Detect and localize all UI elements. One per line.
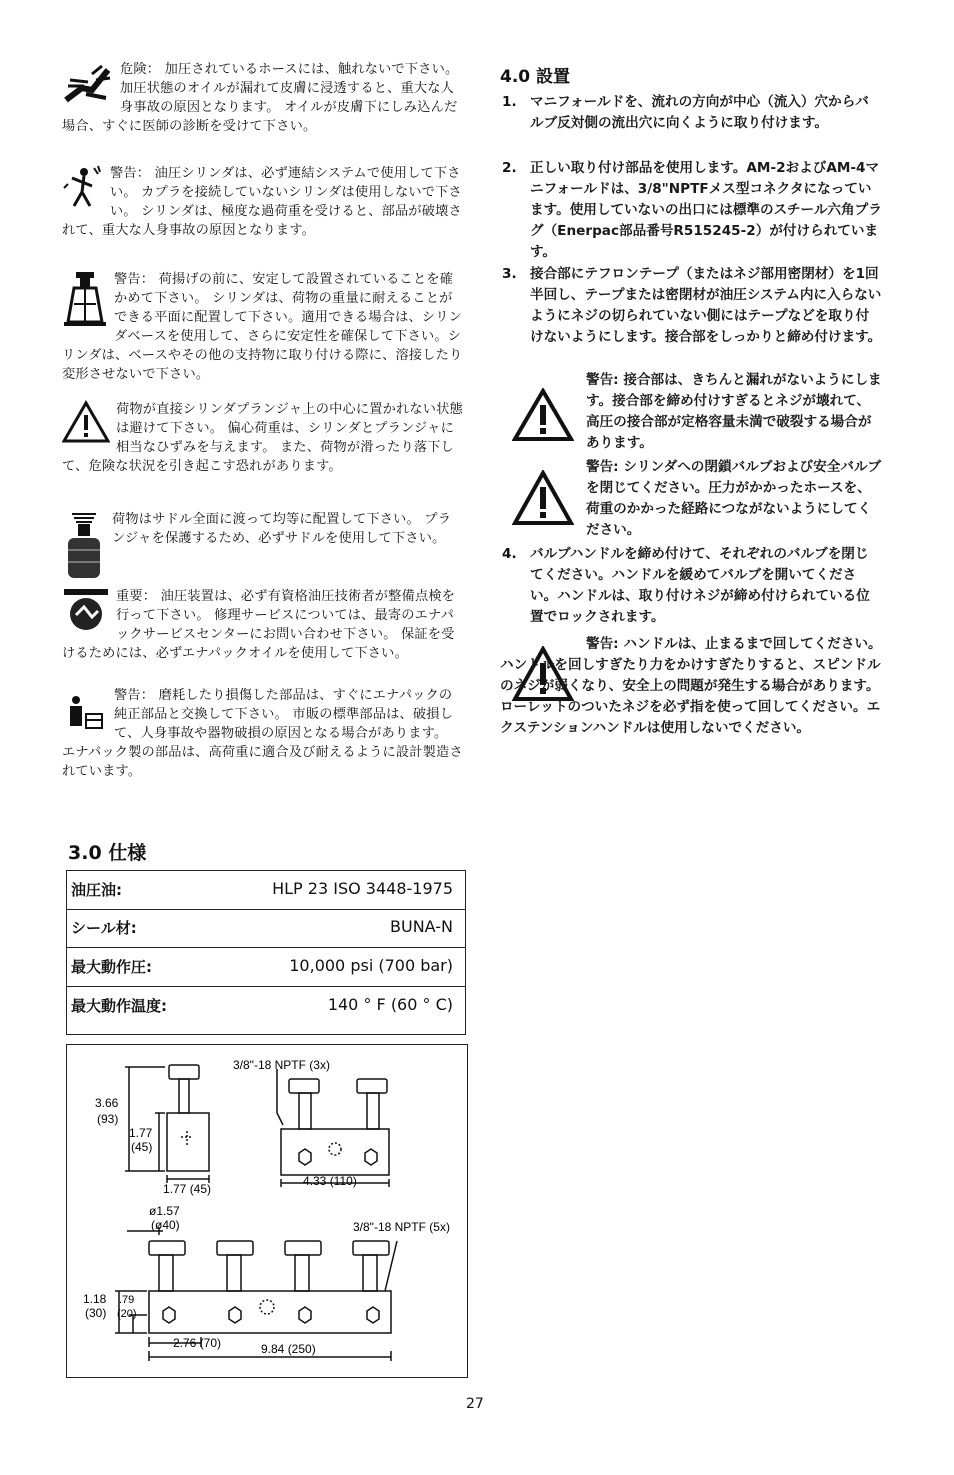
spec-key: 油圧油: (71, 881, 122, 899)
dim-label: (30) (85, 1306, 107, 1320)
item-number: 3. (502, 266, 517, 282)
warning-parts (62, 686, 464, 781)
enerpac-service-icon (62, 587, 110, 633)
cylinder-base-icon (62, 270, 108, 328)
warning-label: 警告: (586, 459, 619, 475)
dim-label: (ø40) (151, 1218, 180, 1232)
warning-text: 磨耗したり損傷した部品は、すぐにエナパックの純正部品と交換して下さい。 市販の標準部品は、破損して、人身事故や器物破損の原因となる場合があります。 エナパック製の部品は、高荷重に適合及び耐えるように設計製造されています。 (62, 688, 463, 779)
side-view (125, 1065, 209, 1183)
dim-label: 9.84 (250) (261, 1342, 316, 1356)
install-item: バルブハンドルを締め付けて、それぞれのバルブを閉じてください。ハンドルを緩めてバルブを開いてください。ハンドルは、取り付けネジが締め付けられている位置でロックされます。 (530, 546, 870, 625)
spec-value: HLP 23 ISO 3448-1975 (272, 879, 453, 898)
warning-text: 加圧されているホースには、触れないで下さい。 加圧状態のオイルが漏れて皮膚に浸透すると、重大な人身事故の原因となります。 オイルが皮膚下にしみ込んだ場合、すぐに医師の診断を受けて下さい。 (62, 62, 459, 134)
install-heading: 4.0 設置 (500, 67, 571, 87)
install-warning-1 (586, 370, 882, 454)
two-valve-view (277, 1069, 389, 1187)
spec-value: 10,000 psi (700 bar) (289, 956, 453, 975)
spec-value: BUNA-N (390, 917, 453, 936)
warning-label: 警告: (586, 372, 619, 388)
dim-label: 1.18 (83, 1292, 107, 1306)
burst-hazard-icon (62, 164, 104, 212)
spec-row (67, 987, 465, 1025)
spec-row (67, 871, 465, 910)
dim-label: .79 (119, 1294, 135, 1306)
thread-label: 3/8"-18 NPTF (5x) (353, 1220, 450, 1234)
install-warning-3 (500, 634, 882, 739)
warning-label: 重要： (116, 589, 157, 604)
warning-offcenter (62, 400, 464, 476)
dim-label: (20) (117, 1308, 137, 1320)
warning-text: 荷揚げの前に、安定して設置されていることを確かめて下さい。 シリンダは、荷物の重量に耐えることができる平面に配置して下さい。適用できる場合は、シリンダベースを使用して、さらに安定性を確保して下さい。シリンダは、ベースやその他の支持物に取り付ける際に、溶接したり変形させないで下さい。 (62, 272, 463, 382)
dim-label: (93) (97, 1112, 119, 1126)
warning-label: 危険： (120, 62, 161, 77)
warning-text: シリンダへの閉鎖バルブおよび安全バルブを閉じてください。圧力がかかったホースを、荷重のかかった経路につながないようにしてください。 (586, 459, 882, 538)
warning-text: 荷物が直接シリンダプランジャ上の中心に置かれない状態は避けて下さい。 偏心荷重は、シリンダとプランジャに相当なひずみを与えます。 また、荷物が滑ったり落下して、危険な状況を引き起こす恐れがあります。 (62, 402, 463, 474)
warning-text: 荷物はサドル全面に渡って均等に配置して下さい。 プランジャを保護するため、必ずサドルを使用して下さい。 (112, 512, 452, 546)
technician-icon (62, 686, 108, 734)
warning-danger (62, 60, 464, 136)
saddle-icon (62, 510, 106, 582)
warning-stability (62, 270, 464, 384)
manifold-drawing (66, 1044, 468, 1378)
four-valve-view (115, 1227, 397, 1361)
spec-heading: 3.0 仕様 (68, 842, 147, 864)
dim-label: 1.77 (129, 1126, 153, 1140)
dim-label: 4.33 (110) (303, 1174, 357, 1188)
warning-label: 警告： (114, 688, 155, 703)
manifold-drawing-svg (67, 1045, 467, 1377)
item-number: 4. (502, 546, 517, 562)
warning-label: 警告： (110, 166, 151, 181)
dim-label: (45) (131, 1140, 153, 1154)
warning-text: 接合部は、きちんと漏れがないようにします。接合部を締め付けすぎるとネジが壊れて、高圧の接合部が定格容量未満で破裂する場合があります。 (586, 372, 882, 451)
spec-row (67, 909, 465, 948)
warning-text: ハンドルは、止まるまで回してください。ハンドルを回しすぎたり力をかけすぎたりすると、スピンドルのネジが弱くなり、安全上の問題が発生する場合があります。ローレットのついたネジを必ず指を使って回してください。エクステンションハンドルは使用しないでください。 (500, 636, 882, 736)
warning-service (62, 587, 464, 663)
warning-text: 油圧シリンダは、必ず連結システムで使用して下さい。 カプラを接続していないシリンダは使用しないで下さい。 シリンダは、極度な過荷重を受けると、部品が破壊されて、重大な人身事故の原因となります。 (62, 166, 462, 238)
warning-label: 警告: (586, 636, 619, 652)
hose-spray-hazard-icon (62, 60, 114, 104)
warning-saddle (62, 510, 464, 584)
page-number: 27 (466, 1396, 484, 1412)
dim-label: 1.77 (45) (163, 1182, 212, 1196)
install-item: 正しい取り付け部品を使用します。AM-2およびAM-4マニフォールドは、3/8"NPTFメス型コネクタになっています。使用していないの出口には標準のスチール六角プラグ（Enerpac部品番号R515245-2）が付けられています。 (530, 160, 882, 260)
spec-key: 最大動作圧: (71, 958, 152, 976)
spec-key: 最大動作温度: (71, 997, 167, 1015)
warning-coupler (62, 164, 464, 240)
spec-key: シール材: (71, 919, 137, 937)
dim-label: ø1.57 (149, 1204, 180, 1218)
dim-label: 3.66 (95, 1096, 119, 1110)
install-warning-2 (586, 457, 882, 541)
warning-text: 油圧装置は、必ず有資格油圧技術者が整備点検を行って下さい。 修理サービスについては、最寄のエナパックサービスセンターにお問い合わせ下さい。 保証を受けるためには、必ずエナパックオイルを使用して下さい。 (62, 589, 456, 661)
warning-triangle-icon (512, 388, 574, 442)
warning-label: 警告： (114, 272, 155, 287)
install-item: 接合部にテフロンテープ（またはネジ部用密閉材）を1回半回し、テープまたは密閉材が油圧システム内に入らないようにネジの切られていない側にはテープなどを取り付けないようにします。接合部をしっかりと締め付けます。 (530, 266, 882, 345)
thread-label: 3/8"-18 NPTF (3x) (233, 1058, 330, 1072)
install-item: マニフォールドを、流れの方向が中心（流入）穴からバルブ反対側の流出穴に向くように取り付けます。 (530, 94, 869, 131)
spec-row (67, 948, 465, 987)
spec-table (66, 870, 466, 1035)
item-number: 2. (502, 160, 517, 176)
warning-triangle-icon (62, 400, 110, 444)
warning-triangle-icon (512, 470, 574, 526)
item-number: 1. (502, 94, 517, 110)
spec-value: 140 ° F (60 ° C) (327, 995, 453, 1014)
dim-label: 2.76 (70) (173, 1336, 222, 1350)
